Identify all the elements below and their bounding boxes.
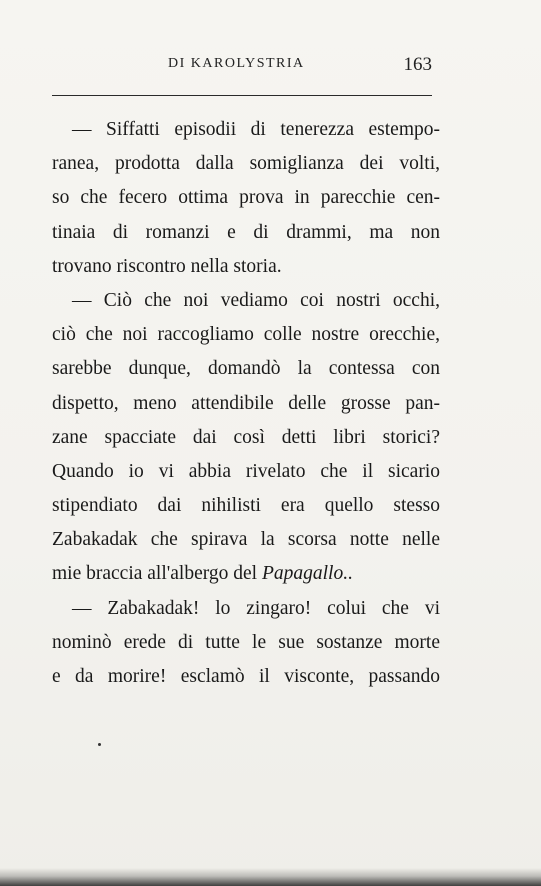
text-line: dispetto, meno attendibile delle grosse pan- [52, 392, 440, 414]
text-line: ranea, prodotta dalla somiglianza dei volti, [52, 153, 440, 175]
italic-title: Papagallo.. [261, 563, 353, 585]
ink-speck [98, 743, 101, 746]
text-line: ciò che noi raccogliamo colle nostre orecchie, [52, 324, 440, 346]
text-line: — Ciò che noi vediamo coi nostri occhi, [72, 289, 440, 311]
text-line: — Zabakadak! lo zingaro! colui che vi [72, 597, 440, 619]
text-line: Quando io vi abbia rivelato che il sicario [52, 460, 440, 482]
page-number: 163 [403, 54, 432, 75]
page-bottom-edge [0, 868, 541, 886]
text-line: zane spacciate dai così detti libri storici? [52, 426, 440, 448]
text-line: Zabakadak che spirava la scorsa notte nelle [52, 529, 440, 551]
text-line: tinaia di romanzi e di drammi, ma non [52, 221, 440, 243]
header-rule [52, 95, 432, 96]
text-line [52, 557, 440, 591]
text-line: e da morire! esclamò il visconte, passando [52, 666, 440, 687]
text-line: stipendiato dai nihilisti era quello stesso [52, 495, 440, 517]
text-line: sarebbe dunque, domandò la contessa con [52, 358, 440, 380]
text-line-start: mie braccia all'albergo del [52, 563, 258, 585]
page-header [52, 56, 432, 80]
text-line: trovano riscontro nella storia. [52, 255, 282, 277]
body-text [52, 113, 440, 694]
text-line: nominò erede di tutte le sue sostanze morte [52, 631, 440, 653]
running-head: DI KAROLYSTRIA [168, 56, 305, 71]
text-line: — Siffatti episodii di tenerezza estempo- [72, 119, 440, 140]
text-line: so che fecero ottima prova in parecchie cen- [52, 187, 440, 209]
